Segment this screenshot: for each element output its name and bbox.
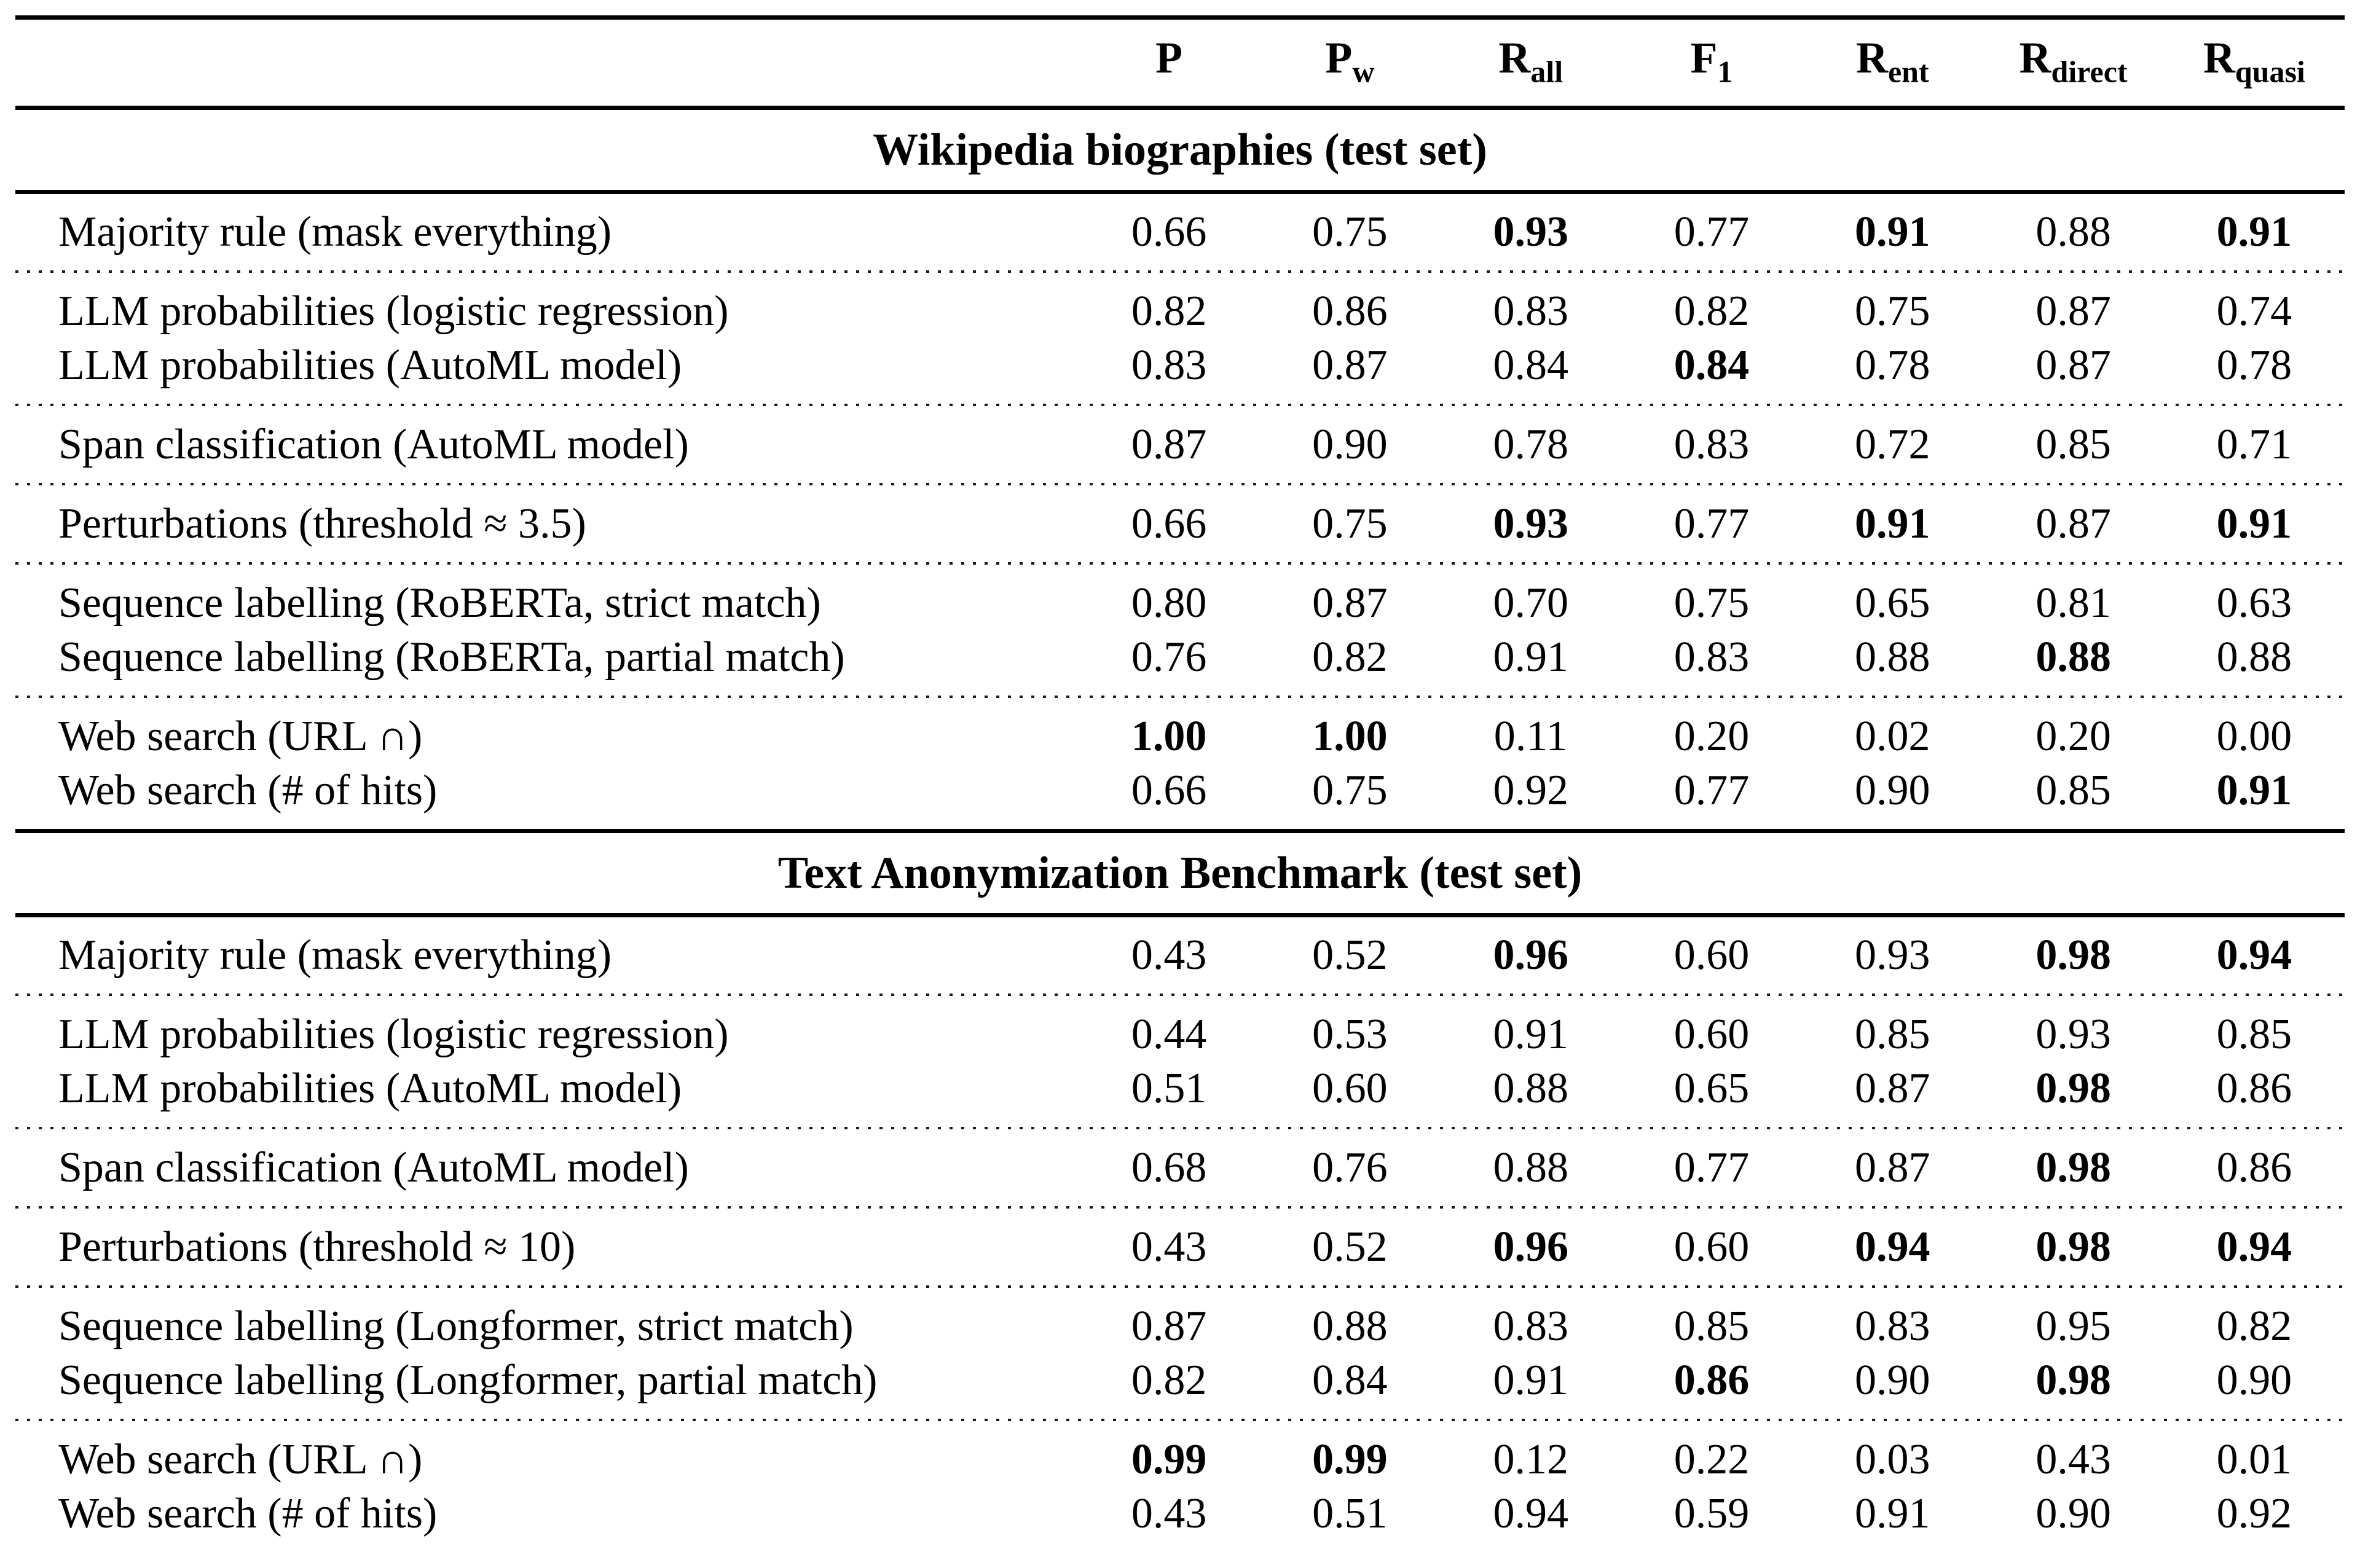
- column-header-rdirect: [1983, 32, 2163, 97]
- metric-value: 0.82: [1131, 288, 1207, 335]
- metric-value: 0.60: [1674, 931, 1750, 979]
- section-rule: [15, 829, 2345, 833]
- metric-value: 0.43: [1131, 931, 1207, 979]
- metric-value: 0.95: [2036, 1303, 2111, 1350]
- metric-value: 0.94: [2216, 931, 2292, 979]
- metric-value: 0.78: [1493, 421, 1568, 469]
- metric-value: 0.91: [2216, 767, 2292, 815]
- metric-value: 0.87: [2036, 500, 2111, 548]
- header-row: [15, 20, 2345, 106]
- section-title: Text Anonymization Benchmark (test set): [777, 848, 1583, 899]
- method-group: [15, 273, 2345, 404]
- column-header-rent: [1802, 32, 1983, 97]
- metric-value: 0.65: [1855, 579, 1930, 627]
- metric-value: 0.52: [1312, 1223, 1388, 1271]
- metric-value: 0.71: [2216, 421, 2292, 469]
- metric-value: 0.85: [2036, 767, 2111, 815]
- metric-value: 0.90: [1855, 767, 1930, 815]
- metric-value: 0.83: [1493, 1303, 1568, 1350]
- metric-value: 0.51: [1131, 1065, 1207, 1113]
- column-header-base: R: [2019, 33, 2051, 82]
- column-header-subscript: ent: [1887, 54, 1929, 89]
- metric-value: 0.93: [1493, 500, 1568, 548]
- method-row: [15, 1062, 2345, 1116]
- method-label: Web search (URL ∩): [58, 713, 423, 761]
- metric-value: 0.43: [1131, 1223, 1207, 1271]
- method-group: [15, 194, 2345, 270]
- metric-value: 0.72: [1855, 421, 1930, 469]
- metric-value: 0.82: [1674, 288, 1750, 335]
- metric-value: 0.96: [1493, 1223, 1568, 1271]
- metric-value: 0.02: [1855, 713, 1930, 761]
- metric-value: 0.87: [1312, 342, 1388, 390]
- method-row: [15, 928, 2345, 982]
- method-label: Perturbations (threshold ≈ 10): [58, 1223, 576, 1271]
- method-row: [15, 764, 2345, 818]
- metric-value: 0.60: [1674, 1011, 1750, 1059]
- metric-value: 0.75: [1312, 767, 1388, 815]
- column-header-subscript: w: [1352, 54, 1375, 89]
- section-title: Wikipedia biographies (test set): [873, 125, 1487, 176]
- metric-value: 0.66: [1131, 500, 1207, 548]
- method-group: [15, 1130, 2345, 1206]
- metric-value: 1.00: [1131, 713, 1207, 761]
- metric-value: 0.91: [1855, 500, 1930, 548]
- metric-value: 0.65: [1674, 1065, 1750, 1113]
- metric-value: 0.43: [2036, 1436, 2111, 1484]
- method-row: [15, 418, 2345, 472]
- method-row: [15, 630, 2345, 684]
- section-rule: [15, 913, 2345, 917]
- metric-value: 0.86: [2216, 1065, 2292, 1113]
- metric-value: 0.87: [2036, 288, 2111, 335]
- section-rule: [15, 106, 2345, 110]
- method-label: Majority rule (mask everything): [58, 931, 612, 979]
- metric-value: 0.96: [1493, 931, 1568, 979]
- metric-value: 0.20: [1674, 713, 1750, 761]
- column-header-base: P: [1325, 33, 1353, 82]
- metric-value: 0.88: [2036, 208, 2111, 256]
- metric-value: 1.00: [1312, 713, 1388, 761]
- column-header-pw: [1259, 32, 1440, 97]
- metric-value: 0.94: [1855, 1223, 1930, 1271]
- method-label: Span classification (AutoML model): [58, 421, 689, 469]
- column-header-rall: [1441, 32, 1621, 97]
- metric-value: 0.75: [1855, 288, 1930, 335]
- metric-value: 0.20: [2036, 713, 2111, 761]
- metric-value: 0.77: [1674, 767, 1750, 815]
- metric-value: 0.43: [1131, 1490, 1207, 1538]
- method-row: [15, 1354, 2345, 1408]
- metric-value: 0.91: [2216, 208, 2292, 256]
- metric-value: 0.82: [1312, 633, 1388, 681]
- metric-value: 0.91: [1493, 633, 1568, 681]
- metric-value: 0.59: [1674, 1490, 1750, 1538]
- metric-value: 0.85: [1855, 1011, 1930, 1059]
- metric-value: 0.82: [2216, 1303, 2292, 1350]
- metric-value: 0.85: [2036, 421, 2111, 469]
- metric-value: 0.90: [2036, 1490, 2111, 1538]
- metric-value: 0.99: [1312, 1436, 1388, 1484]
- column-header-subscript: quasi: [2235, 54, 2305, 89]
- method-label: Perturbations (threshold ≈ 3.5): [58, 500, 586, 548]
- metric-value: 0.11: [1493, 713, 1568, 761]
- column-header-base: R: [2203, 33, 2235, 82]
- column-header-base: R: [1498, 33, 1531, 82]
- method-label: Web search (# of hits): [58, 767, 438, 815]
- metric-value: 0.82: [1131, 1357, 1207, 1405]
- metric-value: 0.87: [1131, 421, 1207, 469]
- metric-value: 0.91: [1493, 1357, 1568, 1405]
- method-row: [15, 1220, 2345, 1274]
- metric-value: 0.90: [2216, 1357, 2292, 1405]
- metric-value: 0.98: [2036, 1065, 2111, 1113]
- method-label: LLM probabilities (AutoML model): [58, 1065, 682, 1113]
- column-header-subscript: direct: [2051, 54, 2128, 89]
- metric-value: 0.70: [1493, 579, 1568, 627]
- method-row: [15, 284, 2345, 339]
- metric-value: 0.88: [1493, 1065, 1568, 1113]
- metric-value: 0.91: [1855, 1490, 1930, 1538]
- metric-value: 0.66: [1131, 767, 1207, 815]
- method-label: LLM probabilities (logistic regression): [58, 288, 729, 335]
- metric-value: 0.85: [2216, 1011, 2292, 1059]
- metric-value: 0.68: [1131, 1144, 1207, 1192]
- metric-value: 0.93: [2036, 1011, 2111, 1059]
- metric-value: 0.88: [1312, 1303, 1388, 1350]
- method-group: [15, 1288, 2345, 1419]
- method-group: [15, 565, 2345, 696]
- metric-value: 0.88: [1855, 633, 1930, 681]
- metric-value: 0.81: [2036, 579, 2111, 627]
- method-row: [15, 1008, 2345, 1062]
- metric-value: 0.91: [2216, 500, 2292, 548]
- metric-value: 0.75: [1312, 500, 1388, 548]
- metric-value: 0.98: [2036, 1357, 2111, 1405]
- metric-value: 0.84: [1312, 1357, 1388, 1405]
- metric-value: 0.76: [1131, 633, 1207, 681]
- method-row: [15, 1299, 2345, 1354]
- metric-value: 0.60: [1674, 1223, 1750, 1271]
- top-rule: [15, 15, 2345, 20]
- metric-value: 0.66: [1131, 208, 1207, 256]
- method-row: [15, 205, 2345, 259]
- metric-value: 0.00: [2216, 713, 2292, 761]
- method-group: [15, 486, 2345, 562]
- method-label: Sequence labelling (RoBERTa, strict match): [58, 579, 821, 627]
- method-label: Sequence labelling (Longformer, partial match): [58, 1357, 878, 1405]
- metric-value: 0.88: [2036, 633, 2111, 681]
- metric-value: 0.83: [1131, 342, 1207, 390]
- metric-value: 0.83: [1674, 633, 1750, 681]
- metric-value: 0.94: [2216, 1223, 2292, 1271]
- method-row: [15, 576, 2345, 630]
- column-header-subscript: 1: [1717, 54, 1733, 89]
- method-group: [15, 1209, 2345, 1285]
- metric-value: 0.53: [1312, 1011, 1388, 1059]
- metric-value: 0.03: [1855, 1436, 1930, 1484]
- method-label: Sequence labelling (RoBERTa, partial match): [58, 633, 845, 681]
- metric-value: 0.84: [1493, 342, 1568, 390]
- column-header-f1: [1621, 32, 1802, 97]
- metric-value: 0.92: [1493, 767, 1568, 815]
- metric-value: 0.90: [1855, 1357, 1930, 1405]
- metric-value: 0.86: [1674, 1357, 1750, 1405]
- method-group: [15, 407, 2345, 483]
- metric-value: 0.87: [1855, 1144, 1930, 1192]
- metric-value: 0.98: [2036, 1223, 2111, 1271]
- column-header-base: F: [1690, 33, 1718, 82]
- method-row: [15, 497, 2345, 551]
- metric-value: 0.63: [2216, 579, 2292, 627]
- metric-value: 0.78: [2216, 342, 2292, 390]
- metric-value: 0.88: [1493, 1144, 1568, 1192]
- metric-value: 0.86: [2216, 1144, 2292, 1192]
- metric-value: 0.98: [2036, 1144, 2111, 1192]
- method-label: Majority rule (mask everything): [58, 208, 612, 256]
- metric-value: 0.75: [1674, 579, 1750, 627]
- metric-value: 0.78: [1855, 342, 1930, 390]
- column-header-base: R: [1855, 33, 1888, 82]
- metric-value: 0.22: [1674, 1436, 1750, 1484]
- metric-value: 0.85: [1674, 1303, 1750, 1350]
- metric-value: 0.83: [1674, 421, 1750, 469]
- metric-value: 0.77: [1674, 208, 1750, 256]
- metric-value: 0.76: [1312, 1144, 1388, 1192]
- metric-value: 0.91: [1855, 208, 1930, 256]
- metric-value: 0.93: [1493, 208, 1568, 256]
- metric-value: 0.87: [1131, 1303, 1207, 1350]
- method-group: [15, 997, 2345, 1127]
- metric-value: 0.80: [1131, 579, 1207, 627]
- metric-value: 0.93: [1855, 931, 1930, 979]
- method-group: [15, 917, 2345, 994]
- metric-value: 0.83: [1493, 288, 1568, 335]
- metric-value: 0.74: [2216, 288, 2292, 335]
- method-row: [15, 1433, 2345, 1487]
- column-header-rquasi: [2164, 32, 2345, 97]
- metric-value: 0.44: [1131, 1011, 1207, 1059]
- method-row: [15, 339, 2345, 393]
- metric-value: 0.77: [1674, 1144, 1750, 1192]
- metric-value: 0.75: [1312, 208, 1388, 256]
- method-label: Sequence labelling (Longformer, strict match): [58, 1303, 854, 1350]
- metric-value: 0.87: [1312, 579, 1388, 627]
- metric-value: 0.90: [1312, 421, 1388, 469]
- metric-value: 0.12: [1493, 1436, 1568, 1484]
- metric-value: 0.98: [2036, 931, 2111, 979]
- column-header-p: [1079, 32, 1259, 97]
- method-label: Web search (URL ∩): [58, 1436, 423, 1484]
- metric-value: 0.92: [2216, 1490, 2292, 1538]
- metric-value: 0.87: [2036, 342, 2111, 390]
- column-header-base: P: [1155, 33, 1183, 82]
- method-group: [15, 1422, 2345, 1552]
- metric-value: 0.88: [2216, 633, 2292, 681]
- table-sections: [15, 106, 2345, 1552]
- method-label: LLM probabilities (logistic regression): [58, 1011, 729, 1059]
- method-label: Web search (# of hits): [58, 1490, 438, 1538]
- metric-value: 0.84: [1674, 342, 1750, 390]
- metric-value: 0.77: [1674, 500, 1750, 548]
- column-header-subscript: all: [1530, 54, 1564, 89]
- metric-value: 0.83: [1855, 1303, 1930, 1350]
- metric-value: 0.60: [1312, 1065, 1388, 1113]
- metric-value: 0.01: [2216, 1436, 2292, 1484]
- method-row: [15, 1487, 2345, 1541]
- metric-value: 0.94: [1493, 1490, 1568, 1538]
- metric-value: 0.99: [1131, 1436, 1207, 1484]
- metric-value: 0.52: [1312, 931, 1388, 979]
- section-rule: [15, 190, 2345, 194]
- method-group: [15, 699, 2345, 829]
- method-label: Span classification (AutoML model): [58, 1144, 689, 1192]
- metric-value: 0.51: [1312, 1490, 1388, 1538]
- method-row: [15, 710, 2345, 764]
- metric-value: 0.87: [1855, 1065, 1930, 1113]
- metric-value: 0.86: [1312, 288, 1388, 335]
- method-row: [15, 1141, 2345, 1195]
- metric-value: 0.91: [1493, 1011, 1568, 1059]
- method-label: LLM probabilities (AutoML model): [58, 342, 682, 390]
